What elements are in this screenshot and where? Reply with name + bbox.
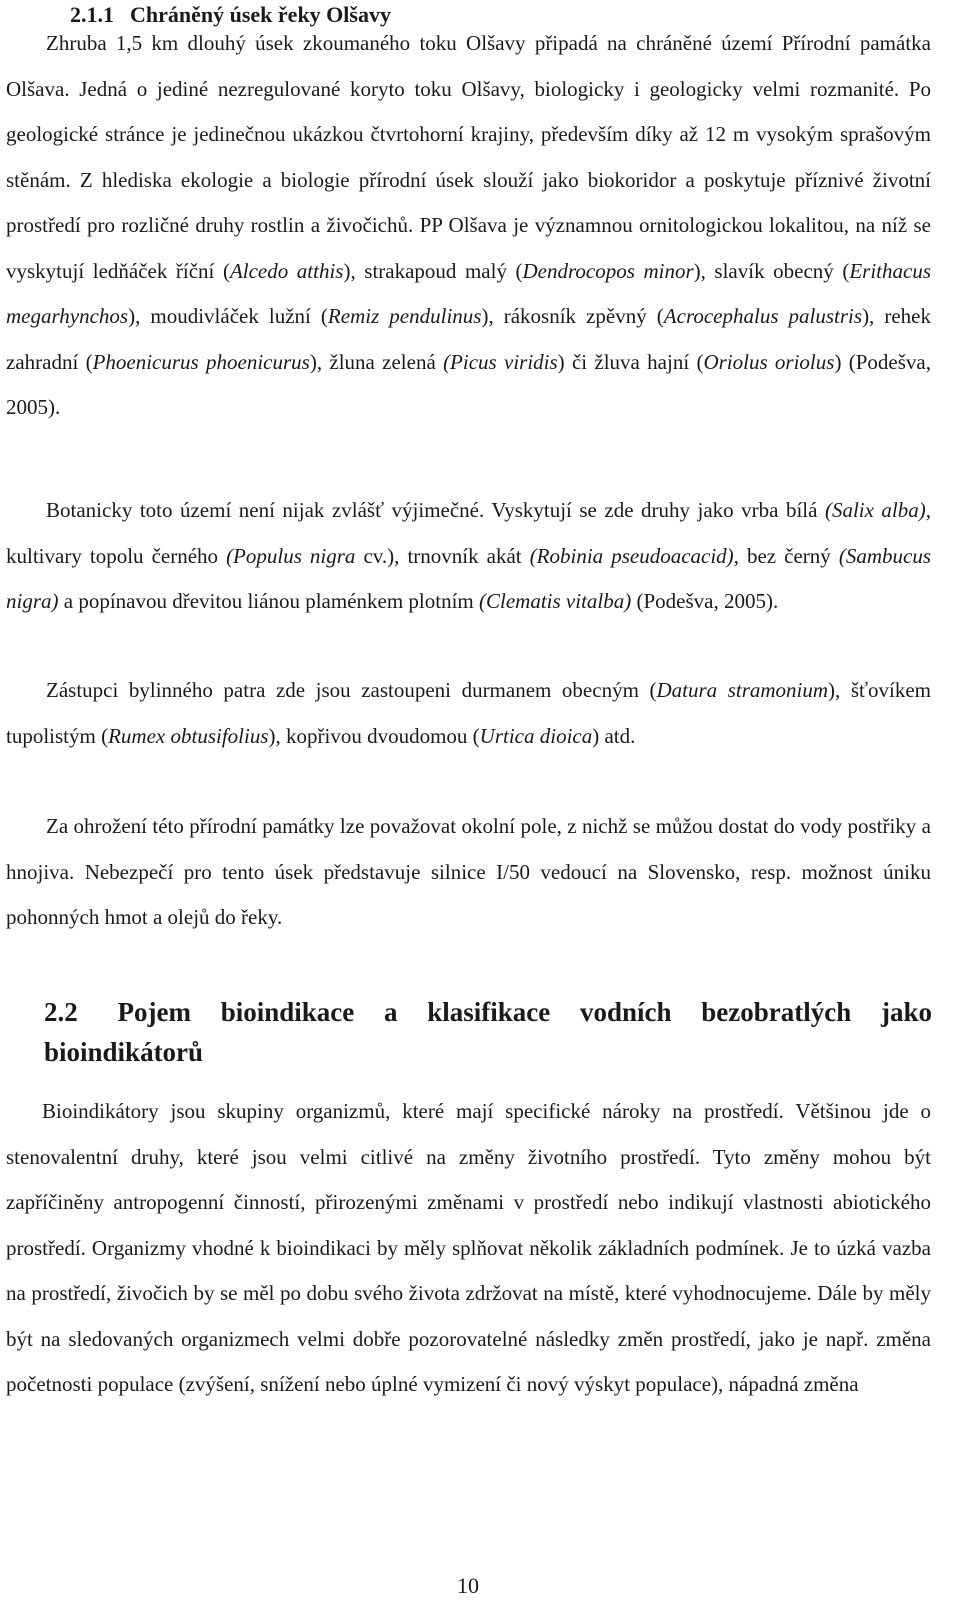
- text-run: Zástupci bylinného patra zde jsou zastoupeni durmanem obecným (: [46, 678, 657, 702]
- section-number: 2.1.1: [70, 2, 114, 27]
- latin-name: Urtica dioica: [479, 723, 593, 748]
- text-run: ) či žluva hajní (: [557, 349, 704, 374]
- latin-name: Acrocephalus palustris: [663, 304, 863, 328]
- text-run: ), šťovíkem tupolistým (: [6, 678, 931, 748]
- paragraph-text: Bioindikátory jsou skupiny organizmů, které mají specifické nároky na prostředí. Většinou jde o stenovalentní druhy, které jsou velmi citlivé na změny životního prostředí. Tyto změny mohou být zapříčiněny antropogenní činností, přirozenými změnami v prostředí nebo indikují vlastnosti abiotického prostředí. Organizmy vhodné k bioindikaci by měly splňovat několik základních podmínek. Je to úzká vazba na prostředí, živočich by se měl po dobu svého života zdržovat na místě, které vyhodnocujeme. Dále by měly být na sledovaných organizmech velmi dobře pozorovatelné následky změn prostředí, jako je např. změna početnosti populace (zvýšení, snížení nebo úplné vymizení či nový výskyt populace), nápadná změna: [6, 1099, 931, 1396]
- latin-name: Rumex obtusifolius: [108, 723, 269, 748]
- text-run: cv.), trnovník akát: [355, 543, 530, 568]
- text-run: ), kopřivou dvoudomou (: [268, 723, 480, 748]
- page-number: 10: [457, 1573, 479, 1598]
- text-run: a popínavou dřevitou liánou plaménkem plotním: [58, 589, 480, 613]
- latin-name: (Sambucus nigra): [6, 543, 931, 613]
- paragraph-herb-layer: [6, 668, 931, 759]
- text-run: ), moudivláček lužní (: [128, 304, 328, 328]
- text-run: Zhruba 1,5 km dlouhý úsek zkoumaného toku Olšavy připadá na chráněné území Přírodní památka Olšava. Jedná o jediné nezregulované koryto toku Olšavy, biologicky i geologicky velmi rozmanité. Po geologické stránce je jedinečnou ukázkou čtvrtohorní krajiny, především díky až 12 m vysokým sprašovým stěnám. Z hlediska ekologie a biologie přírodní úsek slouží jako biokoridor a poskytuje příznivé životní prostředí pro rozličné druhy rostlin a živočichů. PP Olšava je významnou ornitologickou lokalitou, na níž se vyskytují ledňáček říční (: [6, 31, 931, 283]
- text-run: ), žluna zelená: [309, 349, 444, 374]
- text-run: ), rákosník zpěvný (: [481, 304, 664, 328]
- latin-name: (Clematis vitalba): [479, 589, 632, 613]
- section-heading-2-2: [44, 992, 932, 1072]
- latin-name: Datura stramonium: [656, 678, 829, 702]
- paragraph-protected-section: [6, 21, 931, 431]
- text-run: ), slavík obecný (: [693, 258, 850, 283]
- latin-name: (Populus nigra: [226, 543, 356, 568]
- latin-name: (Robinia pseudoacacid),: [529, 543, 739, 568]
- latin-name: (Picus viridis: [443, 349, 558, 374]
- section-title: Chráněný úsek řeky Olšavy: [130, 2, 391, 27]
- latin-name: Erithacus megarhynchos: [6, 258, 931, 328]
- paragraph-botany: [6, 488, 931, 625]
- paragraph-text: [6, 488, 931, 625]
- latin-name: Dendrocopos minor: [522, 258, 694, 283]
- latin-name: (Salix alba),: [824, 498, 932, 522]
- text-run: (Podešva, 2005).: [631, 589, 779, 613]
- text-run: ) (Podešva, 2005).: [6, 349, 931, 419]
- latin-name: Alcedo atthis: [229, 258, 344, 283]
- paragraph-bioindicators: [6, 1089, 931, 1408]
- latin-name: Oriolus oriolus: [703, 349, 835, 374]
- paragraph-text: Za ohrožení této přírodní památky lze považovat okolní pole, z nichž se můžou dostat do vody postřiky a hnojiva. Nebezpečí pro tento úsek představuje silnice I/50 vedoucí na Slovensko, resp. možnost úniku pohonných hmot a olejů do řeky.: [6, 814, 931, 929]
- paragraph-text: [6, 668, 931, 759]
- section-number: 2.2: [44, 997, 78, 1027]
- latin-name: Phoenicurus phoenicurus: [92, 349, 310, 374]
- text-run: ), rehek zahradní (: [6, 304, 931, 374]
- text-run: ), strakapoud malý (: [343, 258, 523, 283]
- paragraph-threats: [6, 804, 931, 941]
- text-run: Botanicky toto území není nijak zvlášť výjimečné. Vyskytují se zde druhy jako vrba bílá: [46, 498, 825, 522]
- text-run: kultivary topolu černého: [6, 543, 227, 568]
- text-run: bez černý: [738, 543, 839, 568]
- section-title: Pojem bioindikace a klasifikace vodních bezobratlých jako bioindikátorů: [44, 997, 932, 1067]
- latin-name: Remiz pendulinus: [327, 304, 482, 328]
- paragraph-text: [6, 21, 931, 431]
- text-run: ) atd.: [592, 723, 636, 748]
